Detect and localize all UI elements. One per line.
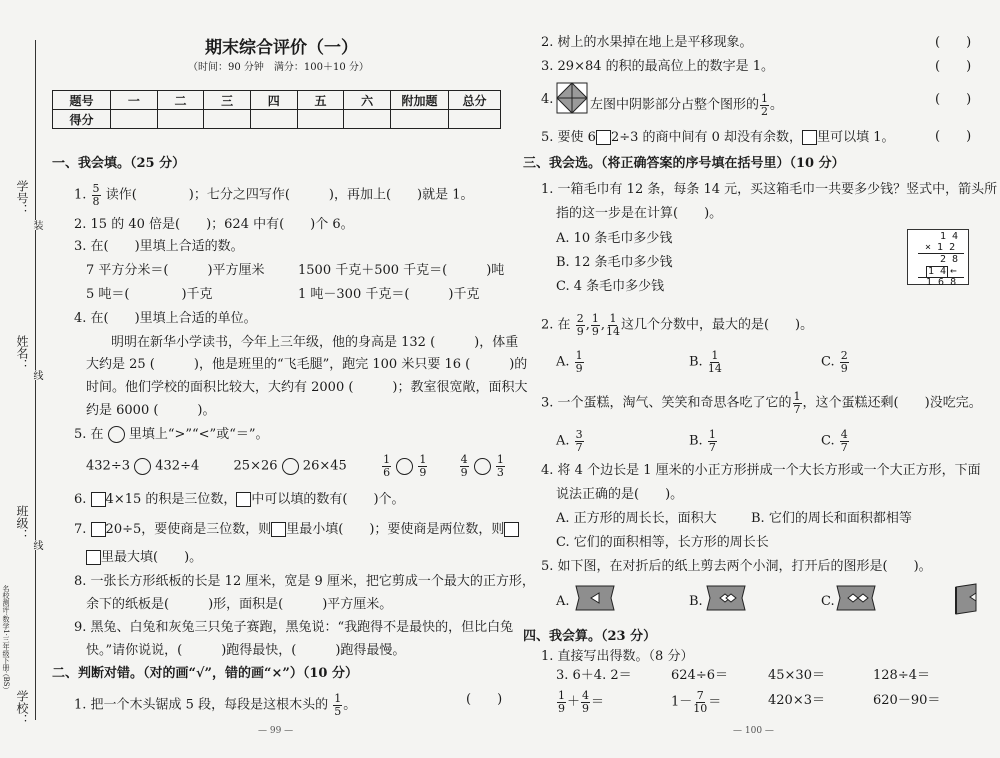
choice-3: 3. 一个蛋糕，淘气、笑笑和奇思各吃了它的 $\frac{1}{7}$ ，这个蛋糕还剩( )没吃完。	[541, 390, 982, 416]
question-2: 2. 15 的 40 倍是( )；624 中有( )个 6。	[74, 217, 354, 232]
page-number-right: — 100 —	[733, 726, 774, 736]
shaded-square-figure	[556, 82, 588, 114]
answer-box[interactable]	[802, 130, 817, 145]
fraction: $\frac{1}{6}$	[383, 453, 391, 479]
choice-4-line-1: 4. 将 4 个边长是 1 厘米的小正方形拼成一个大长方形或一个大正方形，下面	[541, 463, 981, 478]
judge-4-text: 左图中阴影部分占整个图形的 $\frac{1}{2}$ 。	[590, 92, 784, 118]
series-label: 名校测评·数学1·三年级下册·（BS）	[2, 585, 10, 694]
choice-4-line-2: 说法正确的是( )。	[556, 487, 684, 502]
choice-1-line-2: 指的这一步是在计算( )。	[556, 206, 723, 221]
calc-row2-item: 420×3＝	[768, 693, 825, 708]
answer-box[interactable]	[86, 550, 101, 565]
score-input[interactable]	[204, 110, 251, 129]
calc-line: 1 6 8	[926, 277, 957, 288]
judge-3-answer[interactable]: ( )	[935, 59, 972, 74]
calc-row1-item: 624÷6＝	[671, 668, 728, 683]
question-5: 5. 在 里填上“>”“<”或“＝”。	[74, 427, 269, 442]
score-input[interactable]	[157, 110, 204, 129]
line-mark: 线	[31, 370, 42, 380]
calc-1-heading: 1. 直接写出得数。（8 分）	[541, 649, 694, 664]
question-3: 3. 在( )里填上合适的数。	[74, 239, 244, 254]
choice-1-option-c[interactable]: C. 4 条毛巾多少钱	[556, 279, 665, 294]
question-4: 4. 在( )里填上合适的单位。	[74, 311, 257, 326]
calc-row2-item: $\frac{1}{9}$ ＋ $\frac{4}{9}$ ＝	[558, 689, 605, 715]
score-input[interactable]	[391, 110, 449, 129]
choice-3-option-a[interactable]: A. $\frac{3}{7}$	[556, 428, 583, 454]
fraction: $\frac{1}{9}$	[591, 312, 599, 338]
choice-5-option-b[interactable]: B.	[689, 594, 703, 609]
question-3d: 1 吨－300 千克＝( )千克	[298, 287, 480, 302]
cut-mark-2: 线	[31, 540, 42, 550]
section-4-heading: 四、我会算。（23 分）	[523, 629, 657, 644]
question-6: 6. 4×15 的积是三位数， 中可以填的数有( )个。	[74, 492, 405, 507]
score-input[interactable]	[297, 110, 344, 129]
calc-line: 1 4	[928, 266, 947, 277]
score-input-row	[53, 110, 501, 129]
question-4-line-2: 大约是 25 ( )，他是班里的“飞毛腿”，跑完 100 米只要 16 ( )的	[86, 357, 528, 372]
judge-1: 1. 把一个木头锯成 5 段，每段是这根木头的 $\frac{1}{5}$ 。	[74, 692, 357, 718]
choice-4-option-a[interactable]: A. 正方形的周长长，面积大	[556, 511, 717, 526]
question-4-line-4: 约是 6000 ( )。	[86, 403, 216, 418]
judge-3: 3. 29×84 的积的最高位上的数字是 1。	[541, 59, 775, 74]
answer-circle[interactable]	[282, 458, 299, 475]
score-cell: 得分	[53, 110, 111, 129]
student-no-label: 学号：	[15, 180, 29, 216]
question-4-line-3: 时间。他们学校的面积比较大，大约有 2000 ( )；教室很宽敞，面积大	[86, 380, 528, 395]
judge-2-answer[interactable]: ( )	[935, 35, 972, 50]
choice-2: 2. 在 $\frac{2}{9}$ , $\frac{1}{9}$ , $\frac{1}{14}$ 这几个分数中，最大的是( )。	[541, 312, 814, 338]
judge-5-answer[interactable]: ( )	[935, 129, 972, 144]
judge-4-answer[interactable]: ( )	[935, 92, 972, 107]
fraction: $\frac{1}{9}$	[419, 453, 427, 479]
answer-box[interactable]	[91, 492, 106, 507]
score-cell: 总分	[449, 91, 501, 110]
page-number-left: — 99 —	[258, 726, 294, 736]
score-cell: 题号	[53, 91, 111, 110]
score-header-row	[53, 91, 501, 110]
score-cell: 附加题	[391, 91, 449, 110]
arrow-icon: ←	[950, 264, 957, 277]
score-table	[52, 90, 501, 129]
choice-5-option-a[interactable]: A.	[556, 594, 570, 609]
calc-row1-item: 45×30＝	[768, 668, 825, 683]
question-4-line-1: 明明在新华小学读书，今年上三年级，他的身高是 132 ( )，体重	[111, 335, 519, 350]
fraction: $\frac{1}{5}$	[334, 692, 342, 718]
folded-paper-a-figure	[575, 585, 615, 611]
score-cell: 五	[297, 91, 344, 110]
judge-2: 2. 树上的水果掉在地上是平移现象。	[541, 35, 753, 50]
question-9-line-1: 9. 黑兔、白兔和灰兔三只兔子赛跑，黑兔说：“我跑得不是最快的，但比白兔	[74, 620, 514, 635]
judge-4: 4.	[541, 92, 554, 107]
fraction: $\frac{1}{2}$	[761, 92, 769, 118]
fraction: $\frac{1}{7}$	[793, 390, 801, 416]
question-9-line-2: 快。”请你说说，( )跑得最快，( )跑得最慢。	[86, 643, 406, 658]
choice-2-option-c[interactable]: C. $\frac{2}{9}$	[821, 349, 848, 375]
score-cell: 一	[111, 91, 158, 110]
answer-circle[interactable]	[134, 458, 151, 475]
score-cell: 六	[344, 91, 391, 110]
answer-box[interactable]	[236, 492, 251, 507]
question-8-line-1: 8. 一张长方形纸板的长是 12 厘米，宽是 9 厘米，把它剪成一个最大的正方形，	[74, 574, 535, 589]
choice-5: 5. 如下图，在对折后的纸上剪去两个小洞，打开后的图形是( )。	[541, 559, 932, 574]
score-input[interactable]	[111, 110, 158, 129]
question-8-line-2: 余下的纸板是( )形，面积是( )平方厘米。	[86, 597, 393, 612]
answer-box[interactable]	[504, 522, 519, 537]
page-title: 期末综合评价（一）	[205, 38, 358, 58]
compare-circle-icon	[108, 426, 125, 443]
section-3-heading: 三、我会选。（将正确答案的序号填在括号里）（10 分）	[523, 156, 845, 171]
calc-line: × 1 2	[925, 242, 956, 253]
answer-box[interactable]	[271, 522, 286, 537]
choice-2-option-b[interactable]: B. $\frac{1}{14}$	[689, 349, 722, 375]
choice-4-option-b[interactable]: B. 它们的周长和面积都相等	[751, 511, 912, 526]
score-input[interactable]	[344, 110, 391, 129]
fraction: $\frac{2}{9}$	[576, 312, 584, 338]
question-7: 7. 20÷5，要使商是三位数，则 里最小填( )；要使商是两位数，则	[74, 522, 519, 537]
score-cell: 四	[250, 91, 297, 110]
calc-row1-item: 3. 6＋4. 2＝	[556, 668, 632, 683]
question-5-row: 432÷3 432÷4 25×26 26×45 $\frac{1}{6}$ $\frac{1}{9}$ $\frac{4}{9}$ $\frac{1}{3}$	[86, 453, 504, 479]
name-label: 姓名：	[15, 335, 29, 371]
answer-box[interactable]	[596, 130, 611, 145]
judge-5: 5. 要使 6 2÷3 的商中间有 0 却没有余数， 里可以填 1。	[541, 130, 895, 145]
section-2-heading: 二、判断对错。（对的画“√”，错的画“×”）（10 分）	[52, 666, 358, 681]
answer-circle[interactable]	[396, 458, 413, 475]
calc-line: 1 4	[940, 231, 959, 242]
score-cell: 二	[157, 91, 204, 110]
calc-row1-item: 128÷4＝	[873, 668, 930, 683]
question-3a: 7 平方分米＝( )平方厘米	[86, 263, 265, 278]
choice-3-option-b[interactable]: B. $\frac{1}{7}$	[689, 428, 716, 454]
exam-subtitle: （时间：90 分钟 满分：100＋10 分）	[188, 62, 369, 73]
fraction: $\frac{4}{9}$	[460, 453, 468, 479]
question-3b: 1500 千克＋500 千克＝( )吨	[298, 263, 505, 278]
choice-2-option-a[interactable]: A. $\frac{1}{9}$	[556, 349, 583, 375]
score-input[interactable]	[250, 110, 297, 129]
calc-row2-item: 1－ $\frac{7}{10}$ ＝	[671, 689, 722, 715]
fraction: $\frac{1}{3}$	[496, 453, 504, 479]
folded-paper-c-figure	[836, 585, 876, 611]
score-cell: 三	[204, 91, 251, 110]
answer-box[interactable]	[91, 522, 106, 537]
choice-3-option-c[interactable]: C. $\frac{4}{7}$	[821, 428, 848, 454]
choice-1-option-a[interactable]: A. 10 条毛巾多少钱	[556, 231, 673, 246]
question-7-line-2: 里最大填( )。	[86, 550, 202, 565]
choice-1-line-1: 1. 一箱毛巾有 12 条，每条 14 元，买这箱毛巾一共要多少钱？竖式中，箭头所	[541, 182, 998, 197]
class-label: 班级：	[15, 505, 29, 541]
fraction: $\frac{5}{8}$	[92, 182, 100, 208]
choice-4-option-c[interactable]: C. 它们的面积相等，长方形的周长长	[556, 535, 769, 550]
section-1-heading: 一、我会填。（25 分）	[52, 156, 186, 171]
cut-mark: 装	[31, 220, 42, 230]
question-3c: 5 吨＝( )千克	[86, 287, 213, 302]
question-1: 1. $\frac{5}{8}$ 读作( )；七分之四写作( )，再加上( )就是 1。	[74, 182, 474, 208]
folded-paper-original-figure	[953, 583, 979, 615]
calc-row2-item: 620－90＝	[873, 693, 941, 708]
choice-1-option-b[interactable]: B. 12 条毛巾多少钱	[556, 255, 673, 270]
school-label: 学校：	[15, 690, 29, 726]
answer-circle[interactable]	[474, 458, 491, 475]
calc-line: 2 8	[940, 254, 959, 265]
fraction: $\frac{1}{14}$	[605, 312, 620, 338]
folded-paper-b-figure	[706, 585, 746, 611]
score-input[interactable]	[449, 110, 501, 129]
judge-1-answer[interactable]: ( )	[466, 692, 503, 707]
binding-line	[35, 40, 36, 720]
choice-5-option-c[interactable]: C.	[821, 594, 835, 609]
vertical-calculation	[907, 229, 969, 288]
